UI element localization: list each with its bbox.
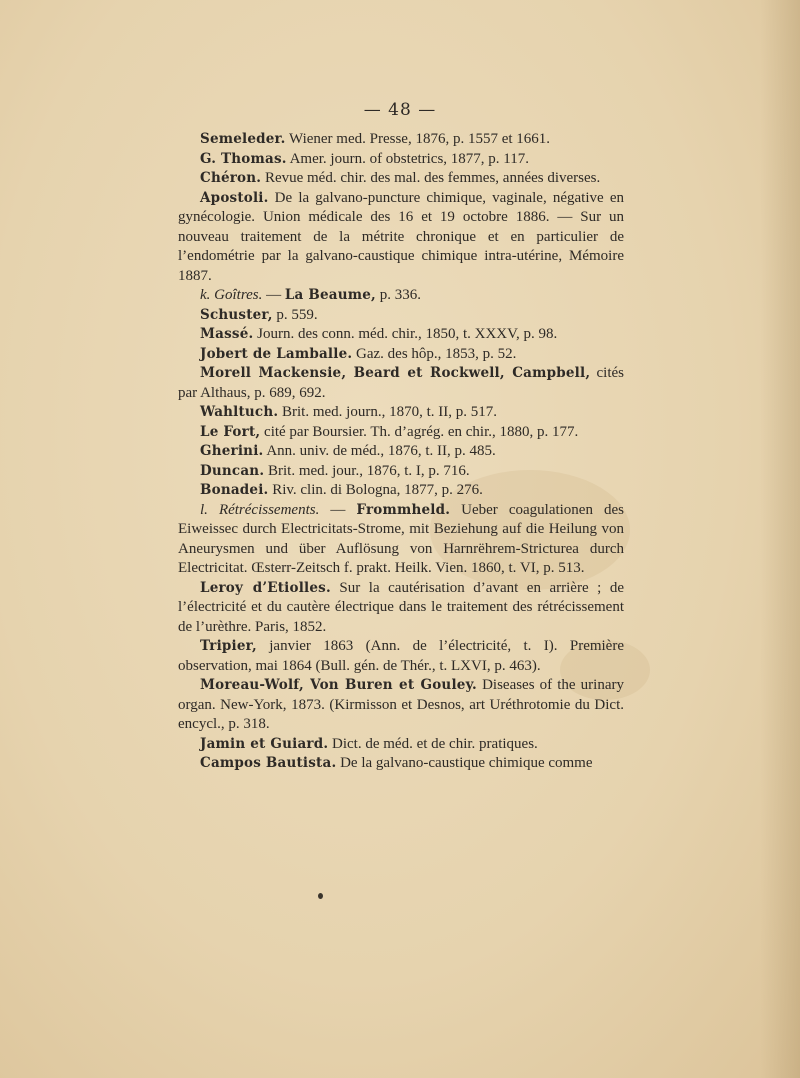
entry-author: Frommheld. xyxy=(356,501,451,518)
entry-text: Gaz. des hôp., 1853, p. 52. xyxy=(352,345,517,362)
entry-text: cité par Boursier. Th. d’agrég. en chir., 1880, p. 177. xyxy=(260,423,579,440)
entry-author: Gherini. xyxy=(200,443,264,459)
entry-author: G. Thomas. xyxy=(200,150,287,167)
bibliography-entry xyxy=(178,169,624,189)
entry-text: Ann. univ. de méd., 1876, t. II, p. 485. xyxy=(263,443,496,459)
ink-speck xyxy=(318,893,323,899)
entry-text: Amer. journ. of obstetrics, 1877, p. 117. xyxy=(286,150,529,167)
bibliography-text xyxy=(178,130,624,774)
bibliography-entry: k. Goîtres. — La Beaume, p. 336. xyxy=(200,287,421,303)
entry-author: Wahltuch. xyxy=(200,404,279,420)
page-edge-shadow xyxy=(760,0,800,1078)
section-label-k: k. Goîtres. xyxy=(200,287,263,303)
entry-text: cités par Althaus, p. 689, 692. xyxy=(178,365,624,401)
entry-text: p. 336. xyxy=(375,287,421,303)
bibliography-entry xyxy=(178,442,624,462)
entry-text: Ueber coagulationen des Eiweissec durch Electricitats-Strome, mit Beziehung auf die Heilung von Aneurysmen und über Auflösung von Harnrëhrem-Stricturea durch Electricitat. Œsterr-Zeitsch f. prakt. Heilk. Vien. 1860, t. VI, p. 513. xyxy=(178,501,624,576)
entry-author: Morell Mackensie, Beard et Rockwell, Campbell, xyxy=(200,365,591,381)
entry-text: Riv. clin. di Bologna, 1877, p. 276. xyxy=(268,482,483,498)
bibliography-entry xyxy=(178,364,624,403)
entry-author: Schuster, xyxy=(200,306,273,323)
bibliography-entry xyxy=(178,462,624,482)
entry-author: Bonadei. xyxy=(200,482,269,498)
entry-author: Duncan. xyxy=(200,462,265,479)
entry-author: Campos Bautista. xyxy=(200,755,337,771)
entry-text: Sur la cautérisation d’avant en arrière ; de l’électricité et du cautère électrique dans le traitement des rétrécissement de l’urèthre. Paris, 1852. xyxy=(178,579,624,635)
entry-text: p. 559. xyxy=(272,306,318,323)
entry-author: Jobert de Lamballe. xyxy=(200,345,353,362)
entry-text: janvier 1863 (Ann. de l’électricité, t. I). Première observation, mai 1864 (Bull. gén. de Thér., t. LXVI, p. 463). xyxy=(178,638,624,674)
bibliography-entry: l. Rétrécissements. — Frommheld. Ueber coagulationen des Eiweissec durch Electricitats-Strome, mit Beziehung auf die Heilung von Aneurysmen und über Auflösung von Harnrëhrem-Stricturea durch Electricitat. Œsterr-Zeitsch f. prakt. Heilk. Vien. 1860, t. VI, p. 513. xyxy=(178,501,624,576)
entry-author: Apostoli. xyxy=(200,189,269,206)
entry-text: Revue méd. chir. des mal. des femmes, années diverses. xyxy=(261,170,601,186)
bibliography-entry xyxy=(178,423,624,443)
bibliography-entry xyxy=(178,579,624,638)
entry-author: Le Fort, xyxy=(200,423,261,440)
bibliography-entry xyxy=(178,735,624,755)
entry-text: De la galvano-puncture chimique, vaginale, négative en gynécologie. Union médicale des 16 et 19 octobre 1886. — Sur un nouveau traitement de la métrite chronique et en particulier de l’endométrie par la galvano-caustique chimique intra-utérine, Mémoire 1887. xyxy=(178,189,624,284)
bibliography-entry xyxy=(178,754,624,774)
bibliography-entry xyxy=(178,150,624,170)
entry-author: La Beaume, xyxy=(284,287,376,303)
entry-author: Jamin et Guiard. xyxy=(200,735,329,752)
entry-author: Chéron. xyxy=(200,170,262,186)
entry-author: Massé. xyxy=(200,326,254,342)
entry-text: Diseases of the urinary organ. New-York, 1873. (Kirmisson et Desnos, art Uréthrotomie du Dict. encycl., p. 318. xyxy=(178,677,624,732)
bibliography-entry xyxy=(178,325,624,345)
bibliography-entry xyxy=(178,306,624,326)
bibliography-entry xyxy=(178,403,624,423)
entry-text: Brit. med. journ., 1870, t. II, p. 517. xyxy=(278,404,497,420)
bibliography-entry xyxy=(178,130,624,150)
entry-text: Dict. de méd. et de chir. pratiques. xyxy=(328,735,538,752)
entry-author: Leroy d’Etiolles. xyxy=(200,579,331,596)
entry-text: Journ. des conn. méd. chir., 1850, t. XXXV, p. 98. xyxy=(253,326,558,342)
bibliography-entry xyxy=(178,481,624,501)
entry-text: De la galvano-caustique chimique comme xyxy=(336,755,593,771)
bibliography-entry xyxy=(178,345,624,365)
entry-text: Brit. med. jour., 1876, t. I, p. 716. xyxy=(264,462,470,479)
bibliography-entry xyxy=(178,189,624,287)
section-label-l: l. Rétrécissements. xyxy=(200,501,320,518)
bibliography-entry xyxy=(178,637,624,676)
entry-author: Moreau-Wolf, Von Buren et Gouley. xyxy=(200,677,477,693)
bibliography-entry xyxy=(178,676,624,735)
entry-author: Semeleder. xyxy=(200,131,286,147)
entry-author: Tripier, xyxy=(200,638,257,654)
entry-text: Wiener med. Presse, 1876, p. 1557 et 1661. xyxy=(285,131,551,147)
page-number: — 48 — xyxy=(363,100,437,120)
